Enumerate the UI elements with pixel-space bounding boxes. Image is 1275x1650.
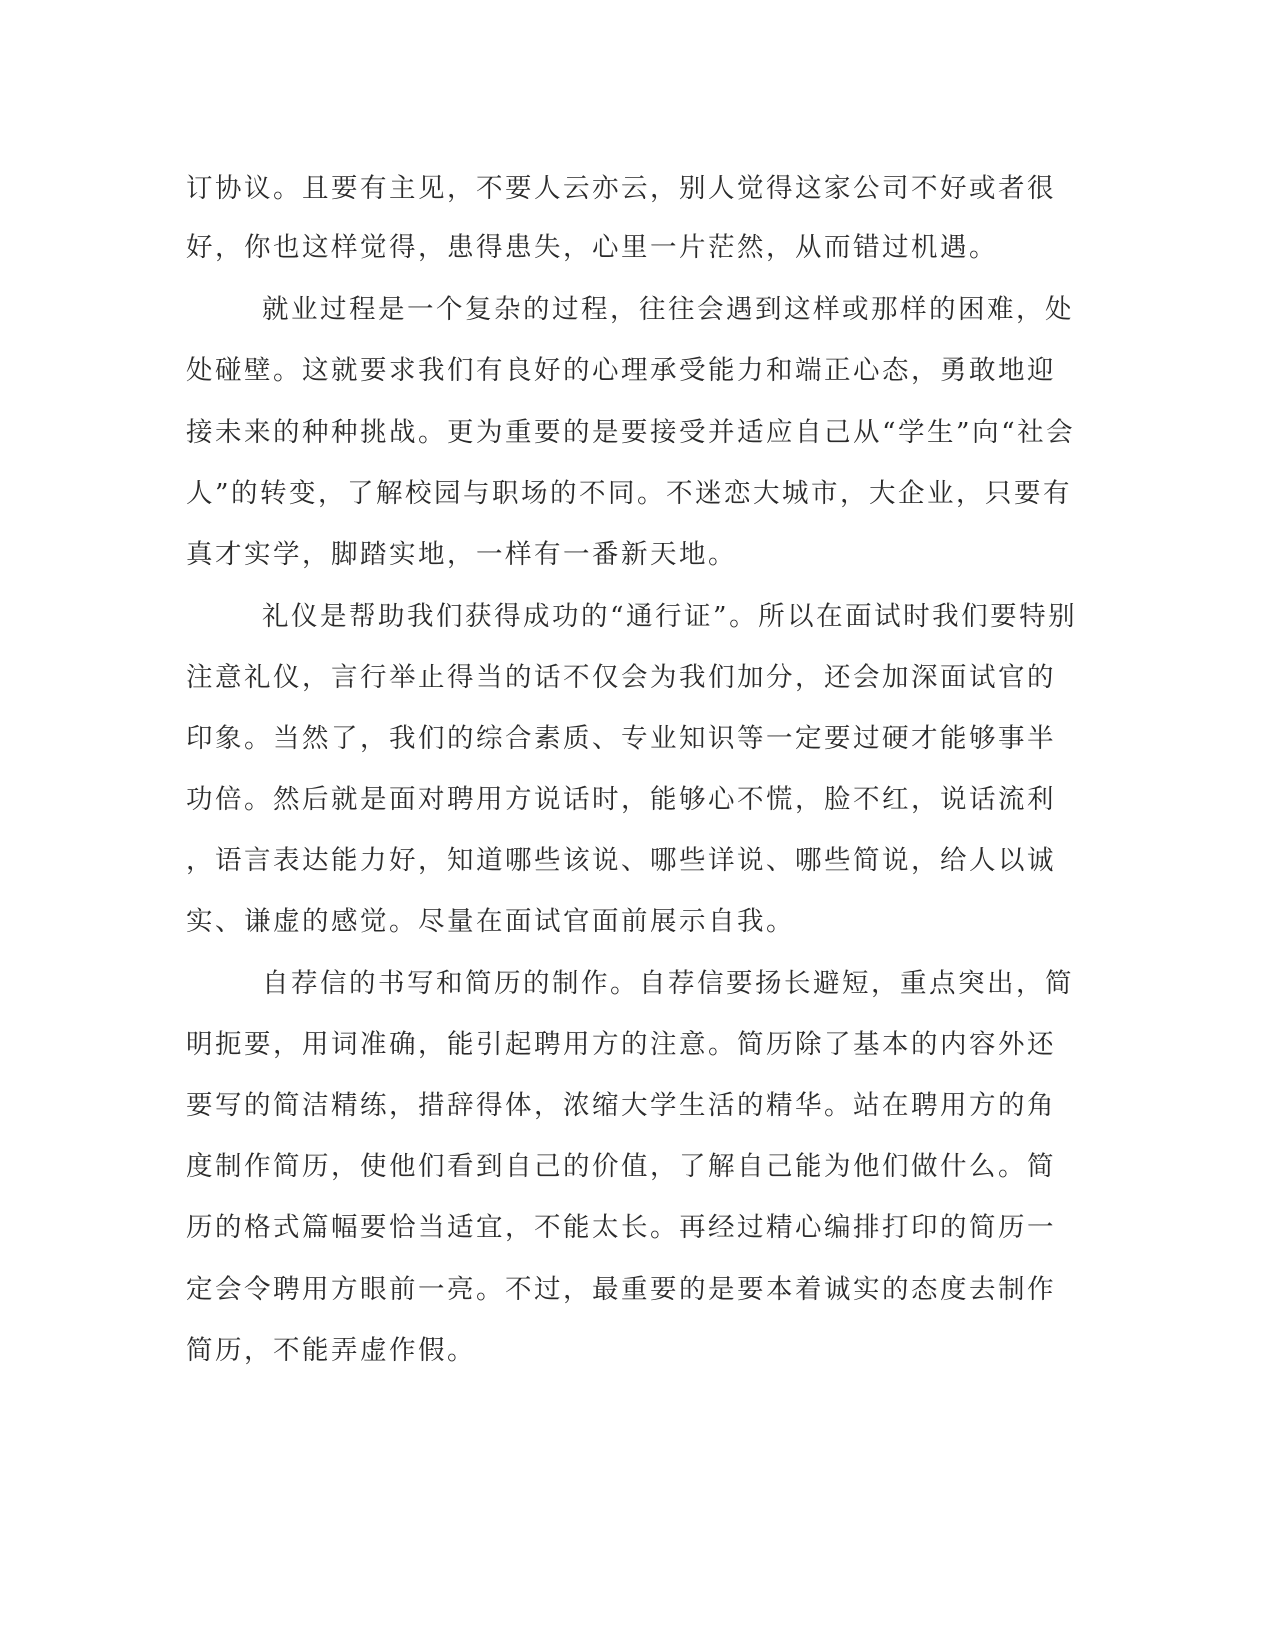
paragraph-4-line-3: 要写的简洁精练，措辞得体，浓缩大学生活的精华。站在聘用方的角	[186, 1090, 1056, 1121]
paragraph-3-line-2: 注意礼仪，言行举止得当的话不仅会为我们加分，还会加深面试官的	[186, 662, 1056, 693]
paragraph-3-line-1: 礼仪是帮助我们获得成功的“通行证”。所以在面试时我们要特别	[262, 601, 1078, 632]
paragraph-2-line-1: 就业过程是一个复杂的过程，往往会遇到这样或那样的困难，处	[262, 294, 1074, 325]
paragraph-1-line-1: 订协议。且要有主见，不要人云亦云，别人觉得这家公司不好或者很	[186, 173, 1056, 204]
paragraph-2-line-4: 人”的转变，了解校园与职场的不同。不迷恋大城市，大企业，只要有	[186, 478, 1073, 509]
paragraph-3-line-4: 功倍。然后就是面对聘用方说话时，能够心不慌，脸不红，说话流利	[186, 784, 1056, 815]
paragraph-4-line-1: 自荐信的书写和简历的制作。自荐信要扬长避短，重点突出，简	[262, 968, 1074, 999]
paragraph-3-line-3: 印象。当然了，我们的综合素质、专业知识等一定要过硬才能够事半	[186, 723, 1056, 754]
paragraph-3-line-6: 实、谦虚的感觉。尽量在面试官面前展示自我。	[186, 906, 795, 937]
paragraph-4-line-4: 度制作简历，使他们看到自己的价值，了解自己能为他们做什么。简	[186, 1151, 1056, 1182]
paragraph-4-line-2: 明扼要，用词准确，能引起聘用方的注意。简历除了基本的内容外还	[186, 1029, 1056, 1060]
paragraph-2-line-3: 接未来的种种挑战。更为重要的是要接受并适应自己从“学生”向“社会	[186, 417, 1076, 448]
paragraph-3-line-5: ，语言表达能力好，知道哪些该说、哪些详说、哪些简说，给人以诚	[186, 845, 1056, 876]
paragraph-2-line-5: 真才实学，脚踏实地，一样有一番新天地。	[186, 539, 737, 570]
paragraph-1-line-2: 好，你也这样觉得，患得患失，心里一片茫然，从而错过机遇。	[186, 232, 998, 263]
paragraph-4-line-6: 定会令聘用方眼前一亮。不过，最重要的是要本着诚实的态度去制作	[186, 1274, 1056, 1305]
paragraph-4-line-7: 简历，不能弄虚作假。	[186, 1335, 476, 1366]
paragraph-2-line-2: 处碰壁。这就要求我们有良好的心理承受能力和端正心态，勇敢地迎	[186, 355, 1056, 386]
paragraph-4-line-5: 历的格式篇幅要恰当适宜，不能太长。再经过精心编排打印的简历一	[186, 1212, 1056, 1243]
